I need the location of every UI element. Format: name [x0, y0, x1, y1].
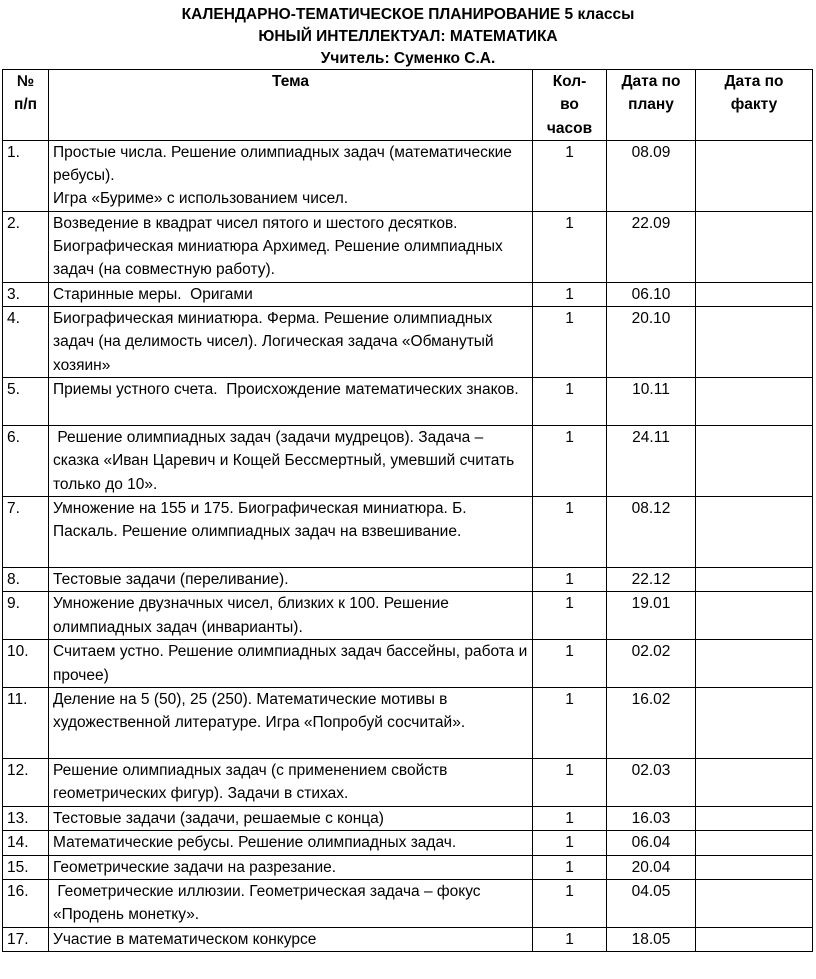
row-num: 16.: [3, 879, 49, 927]
row-num: 15.: [3, 855, 49, 879]
row-hours: 1: [533, 831, 607, 855]
table-row: [3, 140, 813, 211]
row-fact-date: [696, 282, 813, 306]
table-row: [3, 497, 813, 568]
row-topic: Решение олимпиадных задач (задачи мудрецов). Задача –сказка «Иван Царевич и Кощей Бессмертный, умевший считать только до 10».: [49, 426, 533, 497]
header-plan-line2: плану: [628, 96, 674, 114]
row-plan-date: 16.02: [607, 687, 696, 758]
row-hours: 1: [533, 806, 607, 830]
row-topic: Биографическая миниатюра. Ферма. Решение олимпиадных задач (на делимость чисел). Логическая задача «Обманутый хозяин»: [49, 307, 533, 378]
table-row: [3, 855, 813, 879]
document-header: [0, 4, 816, 70]
row-topic: Простые числа. Решение олимпиадных задач (математические ребусы). Игра «Буриме» с использованием чисел.: [49, 140, 533, 211]
row-hours: 1: [533, 211, 607, 282]
row-num: 4.: [3, 307, 49, 378]
row-topic: Умножение двузначных чисел, близких к 100. Решение олимпиадных задач (инварианты).: [49, 592, 533, 640]
row-num: 2.: [3, 211, 49, 282]
row-fact-date: [696, 687, 813, 758]
header-plan-line1: Дата по: [621, 73, 681, 90]
schedule-table: [2, 69, 813, 952]
row-fact-date: [696, 855, 813, 879]
table-row: [3, 568, 813, 592]
header-fact-line2: факту: [730, 96, 778, 114]
row-num: 11.: [3, 687, 49, 758]
row-topic: Геометрические иллюзии. Геометрическая задача – фокус «Продень монетку».: [49, 879, 533, 927]
row-fact-date: [696, 758, 813, 806]
row-topic: Тестовые задачи (задачи, решаемые с конца): [49, 806, 533, 830]
row-plan-date: 20.04: [607, 855, 696, 879]
header-fact-date: [696, 70, 813, 141]
header-plan-date: [607, 70, 696, 141]
row-num: 8.: [3, 568, 49, 592]
row-hours: 1: [533, 140, 607, 211]
row-num: 7.: [3, 497, 49, 568]
header-hours-line2: во: [560, 96, 579, 114]
row-hours: 1: [533, 592, 607, 640]
row-fact-date: [696, 640, 813, 688]
row-num: 17.: [3, 927, 49, 951]
row-hours: 1: [533, 640, 607, 688]
table-row: [3, 806, 813, 830]
row-fact-date: [696, 211, 813, 282]
table-row: [3, 378, 813, 426]
table-header-row: [3, 70, 813, 141]
header-hours-line1: Кол-: [552, 73, 587, 90]
row-plan-date: 02.02: [607, 640, 696, 688]
row-plan-date: 02.03: [607, 758, 696, 806]
table-row: [3, 758, 813, 806]
row-num: 9.: [3, 592, 49, 640]
row-hours: 1: [533, 497, 607, 568]
row-topic: Считаем устно. Решение олимпиадных задач бассейны, работа и прочее): [49, 640, 533, 688]
row-plan-date: 06.04: [607, 831, 696, 855]
teacher-name: Учитель: Суменко С.А.: [320, 50, 496, 67]
row-hours: 1: [533, 927, 607, 951]
row-plan-date: 19.01: [607, 592, 696, 640]
row-plan-date: 10.11: [607, 378, 696, 426]
row-hours: 1: [533, 307, 607, 378]
table-row: [3, 592, 813, 640]
course-name: ЮНЫЙ ИНТЕЛЛЕКТУАЛ: МАТЕМАТИКА: [258, 28, 558, 45]
row-fact-date: [696, 307, 813, 378]
row-topic: Возведение в квадрат чисел пятого и шестого десятков. Биографическая миниатюра Архимед. Решение олимпиадных задач (на совместную работу).: [49, 211, 533, 282]
table-row: [3, 307, 813, 378]
row-plan-date: 20.10: [607, 307, 696, 378]
header-fact-line1: Дата по: [724, 73, 784, 90]
row-plan-date: 24.11: [607, 426, 696, 497]
row-num: 6.: [3, 426, 49, 497]
document-title: КАЛЕНДАРНО-ТЕМАТИЧЕСКОЕ ПЛАНИРОВАНИЕ 5 классы: [181, 6, 635, 23]
header-num-line1: №: [16, 73, 35, 90]
table-row: [3, 211, 813, 282]
row-topic: Геометрические задачи на разрезание.: [49, 855, 533, 879]
row-plan-date: 08.09: [607, 140, 696, 211]
row-topic: Деление на 5 (50), 25 (250). Математические мотивы в художественной литературе. Игра «Попробуй сосчитай».: [49, 687, 533, 758]
row-hours: 1: [533, 855, 607, 879]
row-num: 12.: [3, 758, 49, 806]
row-plan-date: 16.03: [607, 806, 696, 830]
row-plan-date: 04.05: [607, 879, 696, 927]
row-hours: 1: [533, 568, 607, 592]
row-topic: Приемы устного счета. Происхождение математических знаков.: [49, 378, 533, 426]
table-row: [3, 927, 813, 951]
header-num: [3, 70, 49, 141]
row-fact-date: [696, 140, 813, 211]
row-topic: Старинные меры. Оригами: [49, 282, 533, 306]
row-hours: 1: [533, 687, 607, 758]
row-hours: 1: [533, 378, 607, 426]
row-hours: 1: [533, 282, 607, 306]
row-num: 10.: [3, 640, 49, 688]
row-fact-date: [696, 378, 813, 426]
row-num: 1.: [3, 140, 49, 211]
row-fact-date: [696, 879, 813, 927]
row-hours: 1: [533, 879, 607, 927]
row-num: 13.: [3, 806, 49, 830]
header-hours: [533, 70, 607, 141]
table-body: [3, 140, 813, 951]
header-num-line2: п/п: [13, 96, 38, 114]
table-row: [3, 640, 813, 688]
row-plan-date: 08.12: [607, 497, 696, 568]
row-fact-date: [696, 568, 813, 592]
row-plan-date: 18.05: [607, 927, 696, 951]
row-plan-date: 22.12: [607, 568, 696, 592]
row-fact-date: [696, 592, 813, 640]
table-row: [3, 831, 813, 855]
row-fact-date: [696, 831, 813, 855]
row-fact-date: [696, 927, 813, 951]
row-fact-date: [696, 806, 813, 830]
row-fact-date: [696, 497, 813, 568]
header-hours-line3: часов: [546, 119, 593, 137]
row-fact-date: [696, 426, 813, 497]
row-hours: 1: [533, 426, 607, 497]
table-row: [3, 282, 813, 306]
row-num: 5.: [3, 378, 49, 426]
row-topic: Математические ребусы. Решение олимпиадных задач.: [49, 831, 533, 855]
header-topic: Тема: [49, 70, 533, 141]
row-plan-date: 22.09: [607, 211, 696, 282]
row-topic: Участие в математическом конкурсе: [49, 927, 533, 951]
row-topic: Умножение на 155 и 175. Биографическая миниатюра. Б. Паскаль. Решение олимпиадных задач на взвешивание.: [49, 497, 533, 568]
row-topic: Решение олимпиадных задач (с применением свойств геометрических фигур). Задачи в стихах.: [49, 758, 533, 806]
table-row: [3, 879, 813, 927]
row-topic: Тестовые задачи (переливание).: [49, 568, 533, 592]
table-row: [3, 687, 813, 758]
table-row: [3, 426, 813, 497]
row-plan-date: 06.10: [607, 282, 696, 306]
row-num: 3.: [3, 282, 49, 306]
row-hours: 1: [533, 758, 607, 806]
row-num: 14.: [3, 831, 49, 855]
